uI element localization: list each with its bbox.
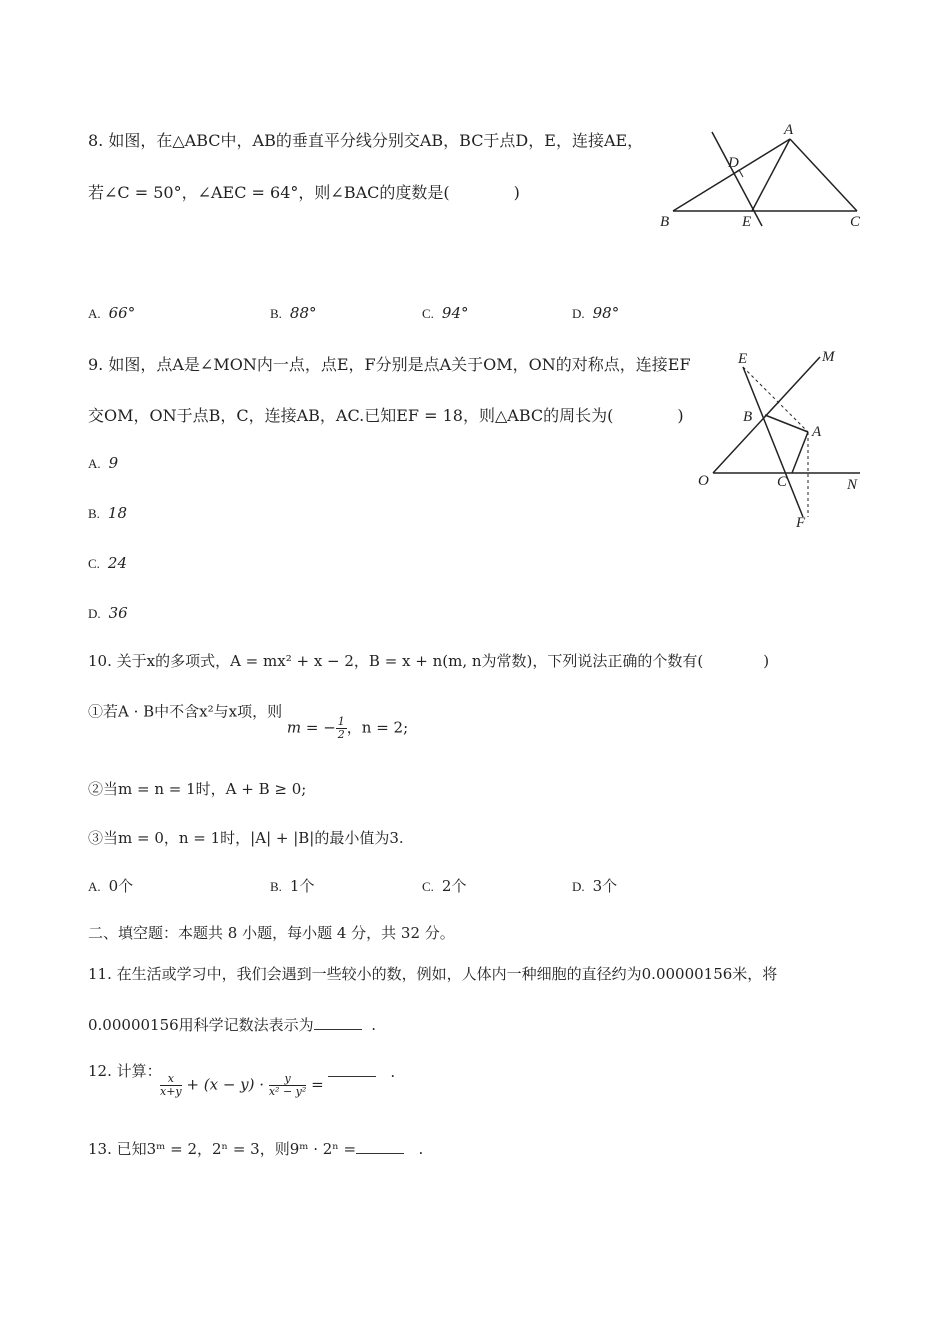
q11-answer-blank[interactable]	[314, 1015, 362, 1030]
q9-fig-label-c: C	[777, 474, 788, 490]
q11-line2: 0.00000156用科学记数法表示为 .	[88, 1016, 376, 1034]
q8-fig-label-b: B	[660, 214, 670, 230]
q10-line1: 10. 关于x的多项式，A = mx² + x − 2，B = x + n(m, n为常数)，下列说法正确的个数有( )	[88, 652, 770, 670]
section-2-heading: 二、填空题：本题共 8 小题，每小题 4 分，共 32 分。	[88, 924, 455, 942]
q12-label: 12. 计算：	[88, 1062, 162, 1080]
q10-option-a[interactable]: A. 0个	[88, 877, 134, 895]
q10-statement-2: ②当m = n = 1时，A + B ≥ 0;	[88, 780, 307, 798]
q9-fig-label-n: N	[847, 477, 858, 493]
q10-s1-pre: ①若A · B中不含x²与x项，则	[88, 702, 283, 721]
q9-fig-label-b: B	[743, 409, 753, 425]
q12-fraction-2: $\frac{y}{\text{x² − y²}}$	[268, 1072, 307, 1098]
q8-fig-label-c: C	[850, 214, 861, 230]
q8-fig-label-a: A	[784, 122, 794, 138]
q9-option-c[interactable]: C. 24	[88, 554, 128, 572]
q8-option-b[interactable]: B. 88°	[270, 304, 317, 322]
q10-statement-3: ③当m = 0，n = 1时，|A| + |B|的最小值为3.	[88, 829, 404, 847]
q9-line2: 交OM，ON于点B，C，连接AB，AC.已知EF = 18，则△ABC的周长为( )	[88, 406, 684, 425]
q8-option-a[interactable]: A. 66°	[88, 304, 136, 322]
q9-fig-label-e: E	[738, 351, 748, 367]
q8-line1: 8. 如图，在△ABC中，AB的垂直平分线分别交AB，BC于点D，E，连接AE，	[88, 131, 644, 150]
q12-answer-blank[interactable]	[328, 1062, 376, 1077]
q12-expression: $\frac{x}{x+y}$ + (x − y) · $\frac{y}{\text{x² − y²}}$ =	[160, 1072, 324, 1098]
q9-line1: 9. 如图，点A是∠MON内一点，点E，F分别是点A关于OM，ON的对称点，连接EF	[88, 355, 691, 374]
q9-fig-label-f: F	[796, 515, 806, 531]
q9-fig-label-a: A	[812, 424, 822, 440]
q11-line1: 11. 在生活或学习中，我们会遇到一些较小的数，例如，人体内一种细胞的直径约为0.00000156米，将	[88, 965, 778, 983]
q8-option-c[interactable]: C. 94°	[422, 304, 469, 322]
q9-fig-label-o: O	[698, 473, 709, 489]
q8-fig-label-e: E	[742, 214, 752, 230]
q10-option-b[interactable]: B. 1个	[270, 877, 315, 895]
q9-option-b[interactable]: B. 18	[88, 504, 128, 522]
q13-line: 13. 已知3ᵐ = 2，2ⁿ = 3，则9ᵐ · 2ⁿ = .	[88, 1140, 424, 1158]
q8-line2: 若∠C = 50°，∠AEC = 64°，则∠BAC的度数是( )	[88, 183, 520, 202]
q9-reflection-figure	[695, 345, 870, 535]
q10-option-c[interactable]: C. 2个	[422, 877, 467, 895]
q8-triangle-figure	[660, 122, 870, 232]
q8-option-d[interactable]: D. 98°	[572, 304, 620, 322]
q9-fig-label-m: M	[822, 349, 835, 365]
q10-option-d[interactable]: D. 3个	[572, 877, 618, 895]
q13-answer-blank[interactable]	[356, 1139, 404, 1154]
q12-answer-area: .	[328, 1062, 395, 1081]
q10-statement-1: ①若A · B中不含x²与x项，则 m = − $\frac{1}{2}$ ，n = 2;	[88, 702, 409, 741]
q9-option-d[interactable]: D. 36	[88, 604, 128, 622]
q8-fig-label-d: D	[728, 155, 739, 171]
q9-option-a[interactable]: A. 9	[88, 454, 119, 472]
q12-fraction-1: $\frac{x}{x+y}$	[160, 1072, 182, 1098]
